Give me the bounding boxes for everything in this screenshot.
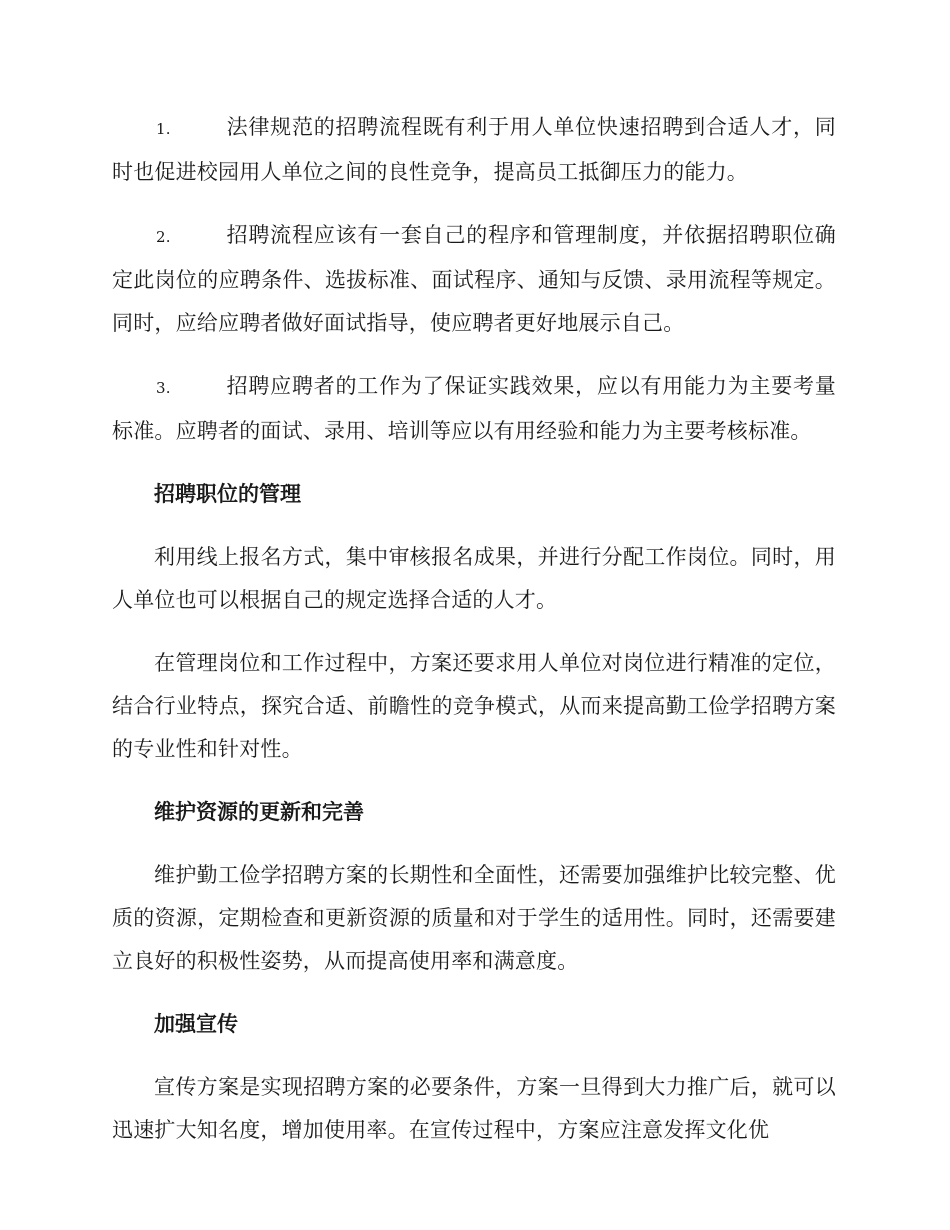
list-item: [112, 214, 836, 345]
list-number: 1.: [156, 120, 171, 138]
paragraph: 利用线上报名方式，集中审核报名成果，并进行分配工作岗位。同时，用人单位也可以根据自己的规定选择合适的人才。: [112, 545, 836, 612]
section-heading-publicity: 加强宣传: [154, 1012, 238, 1036]
section-heading-position-management: 招聘职位的管理: [154, 482, 301, 506]
list-item: [112, 365, 836, 453]
list-item: [112, 106, 836, 194]
document-page: [112, 106, 836, 1172]
list-item-text: 招聘应聘者的工作为了保证实践效果，应以有用能力为主要考量标准。应聘者的面试、录用、培训等应以有用经验和能力为主要考核标准。: [112, 374, 836, 443]
list-number: 3.: [156, 379, 171, 397]
list-item-text: 法律规范的招聘流程既有利于用人单位快速招聘到合适人才，同时也促进校园用人单位之间的良性竞争，提高员工抵御压力的能力。: [112, 115, 836, 184]
list-item-text: 招聘流程应该有一套自己的程序和管理制度，并依据招聘职位确定此岗位的应聘条件、选拔标准、面试程序、通知与反馈、录用流程等规定。同时，应给应聘者做好面试指导，使应聘者更好地展示自己。: [112, 223, 836, 335]
section-heading-resource-maintenance: 维护资源的更新和完善: [154, 800, 364, 824]
paragraph: 宣传方案是实现招聘方案的必要条件，方案一旦得到大力推广后，就可以迅速扩大知名度，增加使用率。在宣传过程中，方案应注意发挥文化优: [112, 1075, 836, 1142]
paragraph: 维护勤工俭学招聘方案的长期性和全面性，还需要加强维护比较完整、优质的资源，定期检查和更新资源的质量和对于学生的适用性。同时，还需要建立良好的积极性姿势，从而提高使用率和满意度。: [112, 863, 836, 973]
paragraph: 在管理岗位和工作过程中，方案还要求用人单位对岗位进行精准的定位，结合行业特点，探究合适、前瞻性的竞争模式，从而来提高勤工俭学招聘方案的专业性和针对性。: [112, 651, 836, 761]
list-number: 2.: [156, 228, 171, 246]
